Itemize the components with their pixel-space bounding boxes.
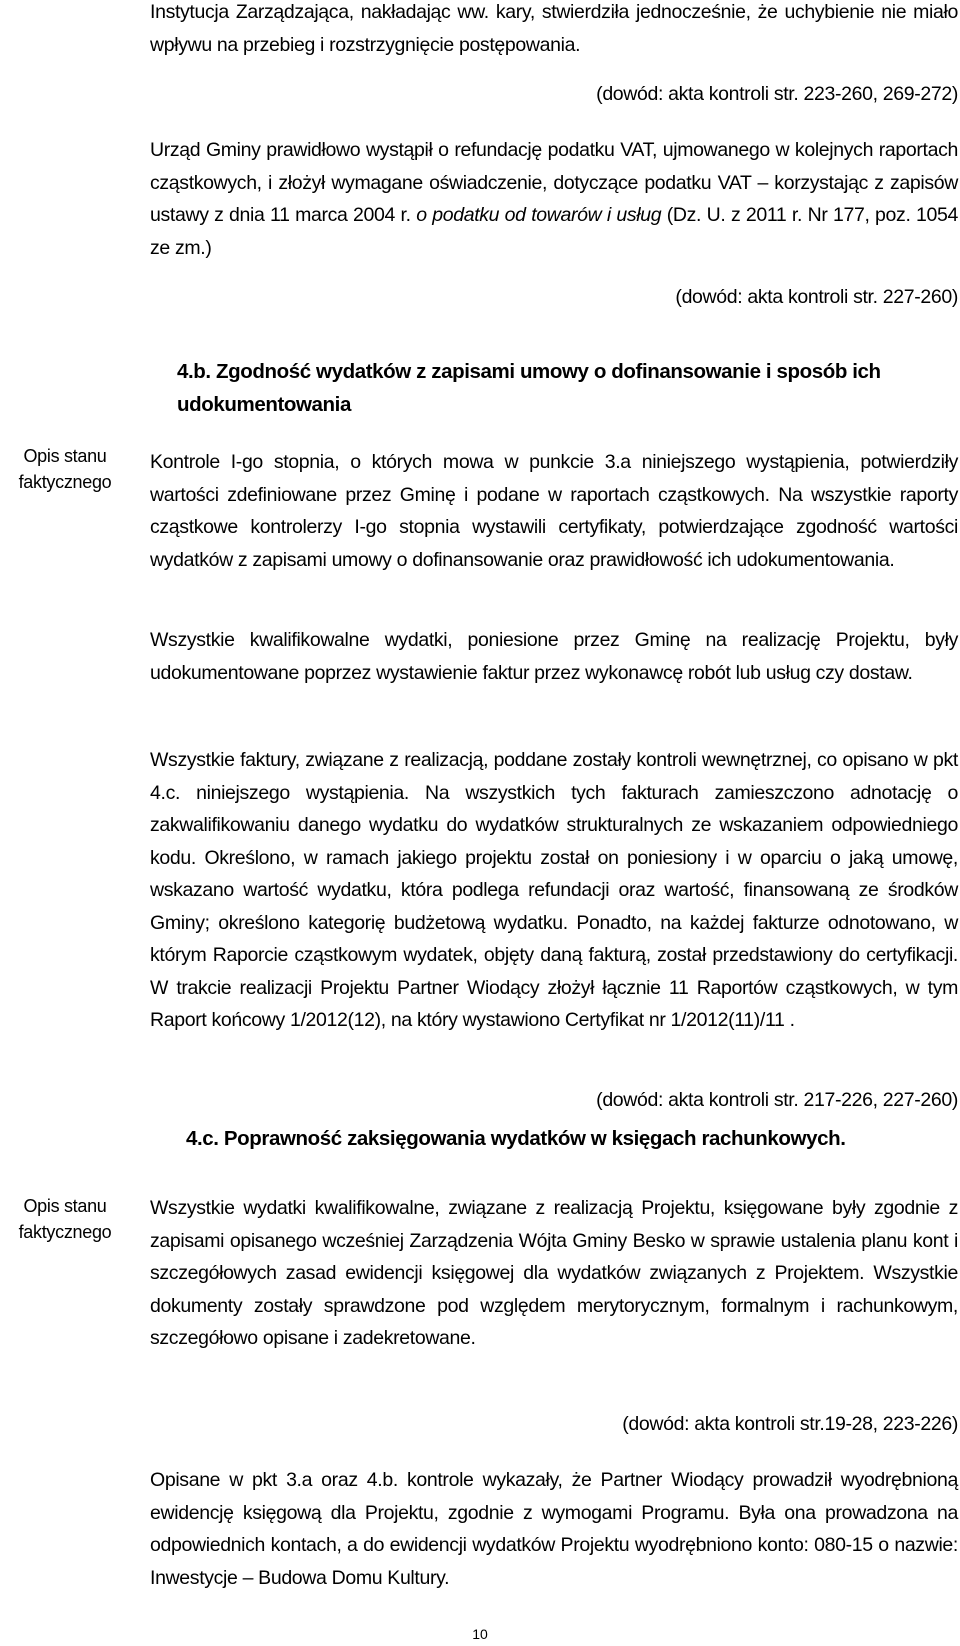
paragraph-invoices: Wszystkie faktury, związane z realizacją, poddane zostały kontroli wewnętrznej, co opisano w pkt 4.c. niniejszego wystąpienia. Na wszystkich tych fakturach zamieszczono adnotację o zakwalifikowaniu danego wydatku do wydatków strukturalnych ze wskazaniem odpowiedniego kodu. Określono, w ramach jakiego projektu został on poniesiony i w oparciu o jaką umowę, wskazano wartość wydatku, która podlega refundacji oraz wartość, finansowaną ze środków Gminy; określono kategorię budżetową wydatku. Ponadto, na każdej fakturze odnotowano, w którym Raporcie cząstkowym wydatek, objęty daną fakturą, został przedstawiony do certyfikacji. W trakcie realizacji Projektu Partner Wiodący złożył łącznie 11 Raportów cząstkowych, w tym Raport końcowy 1/2012(12), na który wystawiono Certyfikat nr 1/2012(11)/11 . bbox=[150, 749, 958, 1031]
section-heading-4c: 4.c. Poprawność zaksięgowania wydatków w księgach rachunkowych. bbox=[186, 1127, 846, 1150]
paragraph-separate-accounting: Opisane w pkt 3.a oraz 4.b. kontrole wykazały, że Partner Wiodący prowadził wyodrębnioną ewidencję księgową dla Projektu, zgodnie z wymogami Programu. Była ona prowadzona na odpowiednich kontach, a do ewidencji wydatków Projektu wyodrębniono konto: 080-15 o nazwie: Inwestycje – Budowa Domu Kultury. bbox=[150, 1469, 958, 1589]
evidence-reference: (dowód: akta kontroli str. 217-226, 227-260) bbox=[596, 1089, 958, 1111]
paragraph-first-level-controls: Kontrole I-go stopnia, o których mowa w punkcie 3.a niniejszego wystąpienia, potwierdziły wartości zdefiniowane przez Gminę i podane w raportach cząstkowych. Na wszystkie raporty cząstkowe kontrolerzy I-go stopnia wystawili certyfikaty, potwierdzające zgodność wartości wydatków z zapisami umowy o dofinansowanie oraz prawidłowość ich udokumentowania. bbox=[150, 451, 958, 571]
paragraph-sanctions bbox=[150, 0, 958, 61]
paragraph-text: Instytucja Zarządzająca, nakładając ww. kary, stwierdziła jednocześnie, że uchybienie nie miało wpływu na przebieg i rozstrzygnięcie postępowania. bbox=[150, 1, 958, 56]
paragraph-bookkeeping: Wszystkie wydatki kwalifikowalne, związane z realizacją Projektu, księgowane były zgodnie z zapisami opisanego wcześniej Zarządzenia Wójta Gminy Besko w sprawie ustalenia planu kont i szczegółowych zasad ewidencji księgowej dla wydatków związanych z Projektem. Wszystkie dokumenty zostały sprawdzone pod względem merytorycznym, formalnym i rachunkowym, szczegółowo opisane i zadekretowane. bbox=[150, 1197, 958, 1349]
section-heading-4b: 4.b. Zgodność wydatków z zapisami umowy o dofinansowanie i sposób ich udokumentowania bbox=[177, 360, 881, 416]
page-number: 10 bbox=[472, 1626, 488, 1642]
evidence-reference: (dowód: akta kontroli str. 227-260) bbox=[675, 286, 958, 308]
evidence-reference: (dowód: akta kontroli str.19-28, 223-226) bbox=[622, 1413, 958, 1435]
side-label: Opis stanu faktycznego bbox=[18, 446, 112, 492]
side-label: Opis stanu faktycznego bbox=[18, 1196, 112, 1242]
paragraph-vat-refund: Urząd Gminy prawidłowo wystąpił o refundację podatku VAT, ujmowanego w kolejnych raportach cząstkowych, i złożył wymagane oświadczenie, dotyczące podatku VAT – korzystając z zapisów ustawy z dnia 11 marca 2004 r. o podatku od towarów i usług (Dz. U. z 2011 r. Nr 177, poz. 1054 ze zm.) bbox=[150, 139, 959, 259]
paragraph-eligible-expenses: Wszystkie kwalifikowalne wydatki, poniesione przez Gminę na realizację Projektu, były udokumentowane poprzez wystawienie faktur przez wykonawcę robót lub usług czy dostaw. bbox=[150, 629, 958, 684]
law-title: o podatku od towarów i usług bbox=[416, 204, 662, 226]
evidence-reference: (dowód: akta kontroli str. 223-260, 269-272) bbox=[596, 83, 958, 105]
